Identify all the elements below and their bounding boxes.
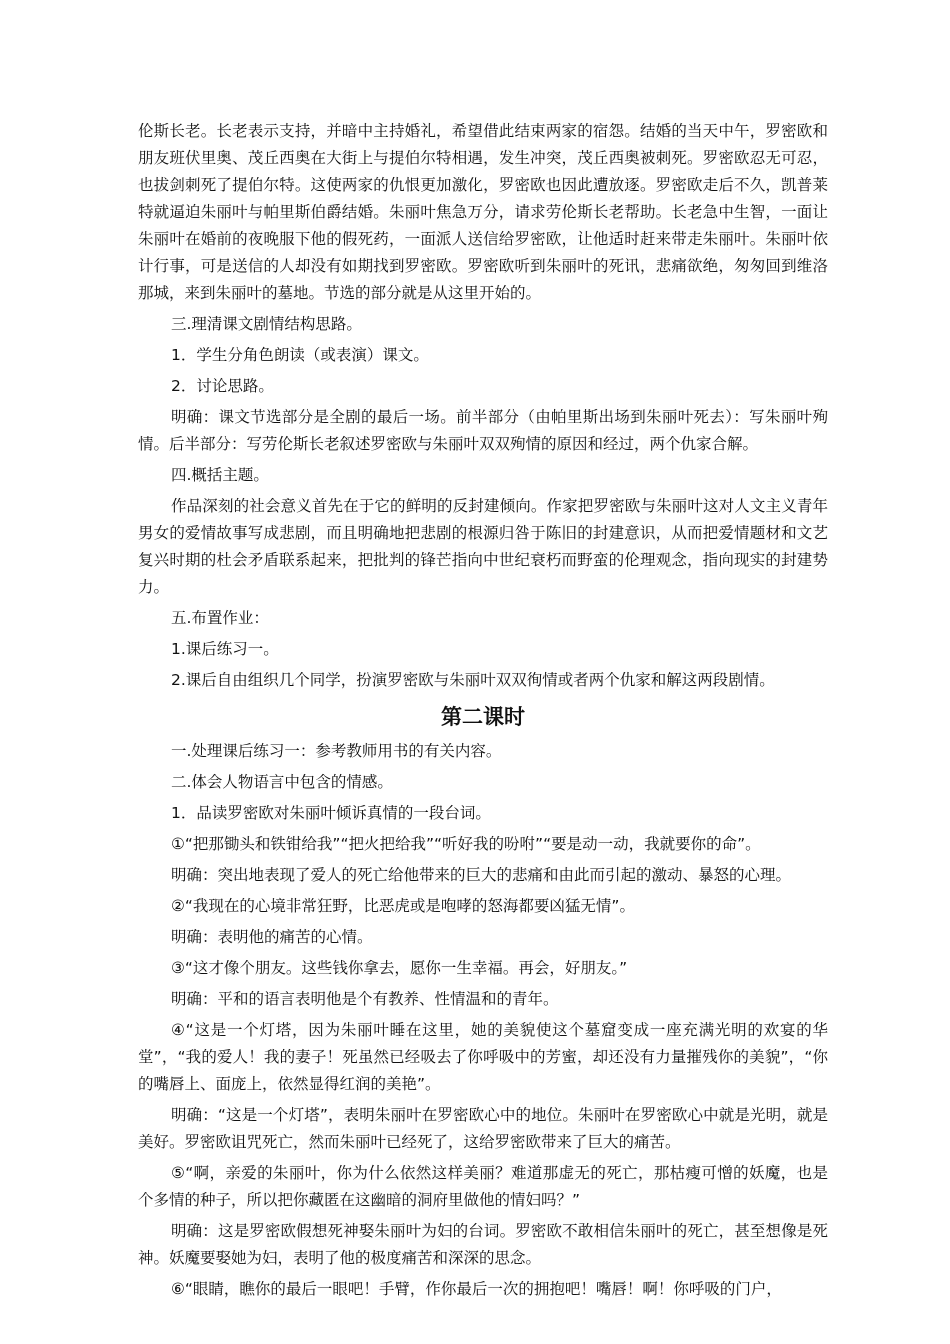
paragraph-13: ①“把那锄头和铁钳给我”“把火把给我”“听好我的吩咐”“要是动一动，我就要你的命”。 <box>171 835 761 853</box>
paragraph-20: 明确：“这是一个灯塔”，表明朱丽叶在罗密欧心中的地位。朱丽叶在罗密欧心中就是光明，就是美好。罗密欧诅咒死亡，然而朱丽叶已经死了，这给罗密欧带来了巨大的痛苦。 <box>138 1106 828 1151</box>
paragraph-19: ④“这是一个灯塔，因为朱丽叶睡在这里，她的美貌使这个墓窟变成一座充满光明的欢宴的华堂”，“我的爱人！我的妻子！死虽然已经吸去了你呼吸中的芳蜜，却还没有力量摧残你的美貌”，“你的嘴唇上、面庞上，依然显得红润的美艳”。 <box>138 1021 828 1093</box>
paragraph-23: ⑥“眼睛，瞧你的最后一眼吧！手臂，作你最后一次的拥抱吧！嘴唇！啊！你呼吸的门户， <box>171 1280 782 1298</box>
paragraph-7: 五.布置作业： <box>171 609 269 627</box>
paragraph-21: ⑤“啊，亲爱的朱丽叶，你为什么依然这样美丽？难道那虚无的死亡，那枯瘦可憎的妖魔，也是个多情的种子，所以把你藏匿在这幽暗的洞府里做他的情妇吗？” <box>138 1164 828 1209</box>
paragraph-18: 明确：平和的语言表明他是个有教养、性情温和的青年。 <box>171 990 559 1008</box>
paragraph-4: 明确：课文节选部分是全剧的最后一场。前半部分（由帕里斯出场到朱丽叶死去）：写朱丽叶殉情。后半部分：写劳伦斯长老叙述罗密欧与朱丽叶双双殉情的原因和经过，两个仇家合解。 <box>138 408 828 453</box>
document-body <box>138 118 828 1307</box>
paragraph-8: 1.课后练习一。 <box>171 640 279 658</box>
paragraph-15: ②“我现在的心境非常狂野，比恶虎或是咆哮的怒海都要凶猛无情”。 <box>171 897 635 915</box>
paragraph-17: ③“这才像个朋友。这些钱你拿去，愿你一生幸福。再会，好朋友。” <box>171 959 628 977</box>
paragraph-5: 四.概括主题。 <box>171 466 269 484</box>
section-heading: 第二课时 <box>441 705 525 729</box>
paragraph-22: 明确：这是罗密欧假想死神娶朱丽叶为妇的台词。罗密欧不敢相信朱丽叶的死亡，甚至想像是死神。妖魔要娶她为妇，表明了他的极度痛苦和深深的思念。 <box>138 1222 828 1267</box>
paragraph-10: 一.处理课后练习一：参考教师用书的有关内容。 <box>171 742 502 760</box>
paragraph-14: 明确：突出地表现了爱人的死亡给他带来的巨大的悲痛和由此而引起的激动、暴怒的心理。 <box>171 866 792 884</box>
paragraph-2: 1．学生分角色朗读（或表演）课文。 <box>171 346 429 364</box>
paragraph-6: 作品深刻的社会意义首先在于它的鲜明的反封建倾向。作家把罗密欧与朱丽叶这对人文主义青年男女的爱情故事写成悲剧，而且明确地把悲剧的根源归咎于陈旧的封建意识，从而把爱情题材和文艺复兴时期的杜会矛盾联系起来，把批判的锋芒指向中世纪衰朽而野蛮的伦理观念，指向现实的封建势力。 <box>138 497 828 596</box>
paragraph-0: 伦斯长老。长老表示支持，并暗中主持婚礼，希望借此结束两家的宿怨。结婚的当天中午，罗密欧和朋友班伏里奥、茂丘西奥在大街上与提伯尔特相遇，发生冲突，茂丘西奥被刺死。罗密欧忍无可忍，也拔剑刺死了提伯尔特。这使两家的仇恨更加激化，罗密欧也因此遭放逐。罗密欧走后不久，凯普莱特就逼迫朱丽叶与帕里斯伯爵结婚。朱丽叶焦急万分，请求劳伦斯长老帮助。长老急中生智，一面让朱丽叶在婚前的夜晚服下他的假死药，一面派人送信给罗密欧，让他适时赶来带走朱丽叶。朱丽叶依计行事，可是送信的人却没有如期找到罗密欧。罗密欧听到朱丽叶的死讯，悲痛欲绝，匆匆回到维洛那城，来到朱丽叶的墓地。节选的部分就是从这里开始的。 <box>138 122 828 302</box>
paragraph-9: 2.课后自由组织几个同学，扮演罗密欧与朱丽叶双双徇情或者两个仇家和解这两段剧情。 <box>171 671 775 689</box>
paragraph-11: 二.体会人物语言中包含的情感。 <box>171 773 393 791</box>
paragraph-3: 2．讨论思路。 <box>171 377 274 395</box>
paragraph-1: 三.理清课文剧情结构思路。 <box>171 315 362 333</box>
paragraph-12: 1．品读罗密欧对朱丽叶倾诉真情的一段台词。 <box>171 804 491 822</box>
paragraph-16: 明确：表明他的痛苦的心情。 <box>171 928 373 946</box>
